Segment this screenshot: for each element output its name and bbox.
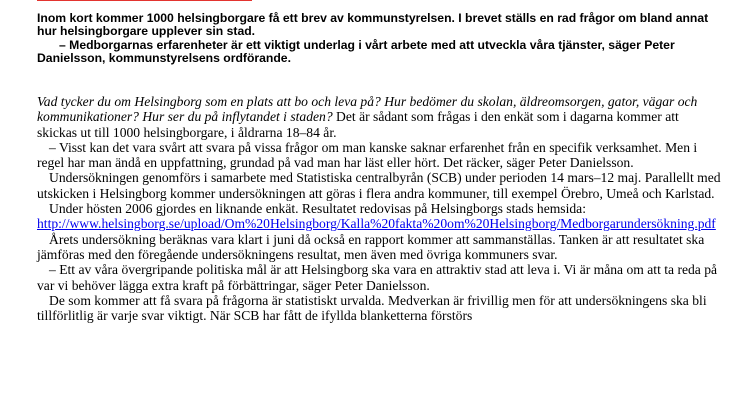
lead-line-1: Inom kort kommer 1000 helsingborgare få ett brev av kommunstyrelsen. I brevet ställs en rad frågor om bland annat hur helsingborgare upplever sin stad.: [37, 11, 709, 39]
paragraph-6: – Ett av våra övergripande politiska mål är att Helsingborg ska vara en attraktiv stad att leva i. Vi är måna om att ta reda på var vi behöver lägga extra kraft på förbättringar, säger Peter Danielsson.: [37, 262, 718, 293]
survey-pdf-link[interactable]: http://www.helsingborg.se/upload/Om%20Helsingborg/Kalla%20fakta%20om%20Helsingborg/Medborgarundersökning.pdf: [37, 216, 716, 232]
paragraph-1-text: Det är sådant som frågas i den enkät som i dagarna kommer att skickas ut till 1000 helsingborgare, i åldrarna 18–84 år.: [37, 109, 679, 140]
paragraph-5: Årets undersökning beräknas vara klart i juni då också en rapport kommer att sammanställas. Tanken är att resultatet ska jämföras med den föregående undersökningens resultat, men även med övriga kommuners svar.: [37, 231, 705, 262]
paragraph-3: Undersökningen genomförs i samarbete med Statistiska centralbyrån (SCB) under perioden 14 mars–12 maj. Parallellt med utskicken i Helsingborg kommer undersökningen att göras i flera andra kommuner, till exempel Örebro, Umeå och Karlstad.: [37, 170, 721, 201]
header-red-bar: [37, 0, 252, 1]
paragraph-2: – Visst kan det vara svårt att svara på vissa frågor om man kanske saknar erfarenhet från en specifik verksamhet. Men i regel har man ändå en uppfattning, grundad på vad man har läst eller hört. Det räcker, säger Peter Danielsson.: [37, 139, 698, 171]
article-body: [37, 94, 721, 323]
paragraph-1: [37, 94, 721, 140]
paragraph-7: De som kommer att få svara på frågorna är statistiskt urvalda. Medverkan är frivillig men för att undersökningens ska bli tillförlitlig är varje svar viktigt. När SCB har fått de ifyllda blanketterna förstörs: [37, 292, 707, 324]
lead-paragraph: [37, 12, 717, 66]
paragraph-1-italic-questions: Vad tycker du om Helsingborg som en plats att bo och leva på? Hur bedömer du skolan, äldreomsorgen, gator, vägar och kommunikationer? Hur ser du på inflytandet i staden?: [37, 94, 698, 125]
lead-line-2-quote: – Medborgarnas erfarenheter är ett viktigt underlag i vårt arbete med att utveckla våra tjänster, säger Peter Danielsson, kommunstyrelsens ordförande.: [37, 37, 675, 66]
paragraph-4: [37, 201, 721, 232]
paragraph-4-text: Under hösten 2006 gjordes en liknande enkät. Resultatet redovisas på Helsingborgs stads hemsida:: [49, 201, 586, 217]
